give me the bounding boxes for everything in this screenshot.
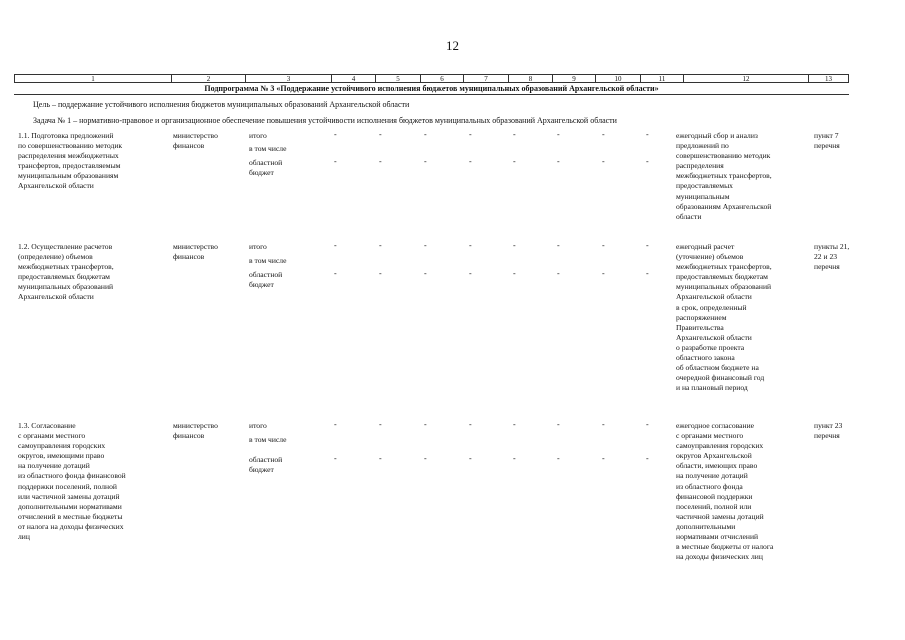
funding-budget-label: областной бюджет [249, 455, 283, 475]
funding-value-col-11: - [646, 454, 649, 463]
header-col-1: 1 [15, 75, 172, 83]
funding-value-col-4: - [334, 269, 337, 278]
funding-incl-label: в том числе [249, 435, 287, 444]
reference: пункты 21, 22 и 23 перечня [814, 242, 850, 272]
funding-value-col-6: - [424, 454, 427, 463]
funding-budget-label: областной бюджет [249, 270, 283, 290]
funding-value-col-9: - [557, 420, 560, 429]
funding-value-col-4: - [334, 157, 337, 166]
funding-value-col-11: - [646, 241, 649, 250]
funding-value-col-5: - [379, 454, 382, 463]
funding-value-col-8: - [513, 269, 516, 278]
funding-value-col-7: - [469, 269, 472, 278]
funding-value-col-11: - [646, 157, 649, 166]
subprogram-title: Подпрограмма № 3 «Поддержание устойчивого исполнения бюджетов муниципальных образований Архангельской области» [204, 84, 659, 93]
funding-value-col-10: - [602, 241, 605, 250]
funding-value-col-7: - [469, 157, 472, 166]
funding-value-col-7: - [469, 454, 472, 463]
reference: пункт 23 перечня [814, 421, 843, 441]
header-col-9: 9 [553, 75, 596, 83]
header-col-11: 11 [641, 75, 684, 83]
funding-incl-label: в том числе [249, 256, 287, 265]
executor: министерство финансов [173, 421, 218, 441]
funding-value-col-10: - [602, 420, 605, 429]
header-col-2: 2 [172, 75, 246, 83]
funding-budget-label: областной бюджет [249, 158, 283, 178]
funding-value-col-7: - [469, 241, 472, 250]
funding-total-label: итого [249, 242, 267, 251]
measure-name: 1.1. Подготовка предложений по совершенствованию методик распределения межбюджетных трансфертов, предоставляемым муниципальным образованиям Архангельской области [18, 131, 123, 191]
header-col-5: 5 [376, 75, 421, 83]
funding-value-col-9: - [557, 130, 560, 139]
funding-value-col-4: - [334, 130, 337, 139]
measure-name: 1.2. Осуществление расчетов (определение) объемов межбюджетных трансфертов, предоставляемых бюджетам муниципальных образований Архангельской области [18, 242, 114, 302]
expected-result: ежегодное согласование с органами местного самоуправления городских округов Архангельской области, имеющих право на получение дотаций из областного фонда финансовой поддержки поселений, полной или частичной замены дотаций дополнительными нормативами отчислений в местные бюджеты от налога на доходы физических лиц [676, 421, 774, 562]
funding-value-col-8: - [513, 454, 516, 463]
funding-value-col-11: - [646, 269, 649, 278]
funding-value-col-5: - [379, 241, 382, 250]
funding-value-col-7: - [469, 420, 472, 429]
funding-value-col-4: - [334, 241, 337, 250]
funding-value-col-4: - [334, 454, 337, 463]
funding-value-col-7: - [469, 130, 472, 139]
header-col-12: 12 [684, 75, 809, 83]
header-col-13: 13 [825, 75, 832, 83]
measure-name: 1.3. Согласование с органами местного самоуправления городских округов, имеющими право на получение дотаций из областного фонда финансовой поддержки поселений, полной или частичной замены дотаций дополнительными нормативами отчислений в местные бюджеты от налога на доходы физических лиц [18, 421, 126, 542]
expected-result: ежегодный сбор и анализ предложений по совершенствованию методик распределения межбюджетных трансфертов, предоставляемых муниципальным образованиям Архангельской области [676, 131, 772, 221]
funding-value-col-9: - [557, 269, 560, 278]
funding-value-col-5: - [379, 420, 382, 429]
funding-value-col-5: - [379, 157, 382, 166]
funding-value-col-8: - [513, 157, 516, 166]
funding-value-col-6: - [424, 269, 427, 278]
executor: министерство финансов [173, 242, 218, 262]
funding-value-col-6: - [424, 130, 427, 139]
reference: пункт 7 перечня [814, 131, 840, 151]
funding-value-col-6: - [424, 241, 427, 250]
expected-result: ежегодный расчет (уточнение) объемов межбюджетных трансфертов, предоставляемых бюджетам муниципальных образований Архангельской области в срок, определенный распоряжением Правительства Архангельской области о разработке проекта областного закона об областном бюджете на очередной финансовый год и на плановый период [676, 242, 772, 393]
funding-value-col-11: - [646, 130, 649, 139]
funding-value-col-10: - [602, 157, 605, 166]
funding-value-col-5: - [379, 269, 382, 278]
executor: министерство финансов [173, 131, 218, 151]
funding-total-label: итого [249, 131, 267, 140]
funding-value-col-10: - [602, 269, 605, 278]
funding-value-col-5: - [379, 130, 382, 139]
funding-value-col-6: - [424, 157, 427, 166]
header-col-6: 6 [421, 75, 464, 83]
header-col-4: 4 [332, 75, 376, 83]
funding-value-col-9: - [557, 157, 560, 166]
header-col-10: 10 [596, 75, 641, 83]
funding-value-col-8: - [513, 130, 516, 139]
goal-text: Цель – поддержание устойчивого исполнения бюджетов муниципальных образований Архангельской области [33, 100, 410, 109]
funding-value-col-8: - [513, 420, 516, 429]
task-text: Задача № 1 – нормативно-правовое и организационное обеспечение повышения устойчивости исполнения бюджетов муниципальных образований Архангельской области [33, 116, 617, 125]
header-col-8: 8 [509, 75, 553, 83]
header-bottom-rule [14, 82, 849, 83]
page-number: 12 [446, 38, 459, 53]
funding-value-col-9: - [557, 241, 560, 250]
funding-value-col-4: - [334, 420, 337, 429]
funding-total-label: итого [249, 421, 267, 430]
funding-value-col-6: - [424, 420, 427, 429]
funding-value-col-10: - [602, 130, 605, 139]
funding-incl-label: в том числе [249, 144, 287, 153]
subprogram-rule [14, 94, 849, 95]
header-col-3: 3 [246, 75, 332, 83]
funding-value-col-8: - [513, 241, 516, 250]
funding-value-col-11: - [646, 420, 649, 429]
funding-value-col-10: - [602, 454, 605, 463]
funding-value-col-9: - [557, 454, 560, 463]
header-col-7: 7 [464, 75, 509, 83]
